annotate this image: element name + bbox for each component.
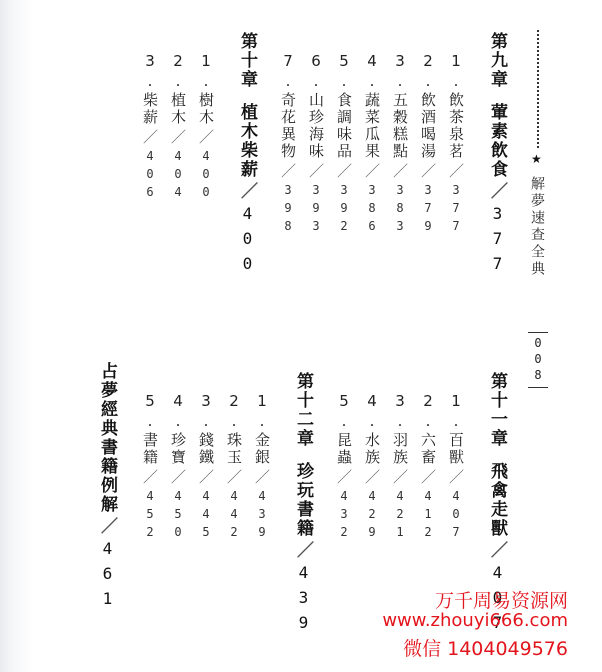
entry-label: 6.山珍海味	[307, 52, 325, 160]
page-number: 404	[171, 149, 185, 203]
toc-entry	[142, 392, 157, 543]
watermark-line-3: 微信 1404049576	[403, 638, 568, 660]
page-number: 461	[98, 539, 117, 614]
page-separator: ／	[169, 469, 187, 486]
toc-chapter-heading	[98, 362, 115, 614]
entry-label: 2.六畜	[419, 392, 437, 466]
page-separator: ／	[363, 163, 381, 180]
page-number: 442	[227, 489, 241, 543]
toc-entry	[280, 52, 295, 237]
chapter-title: 葷素飲食	[487, 103, 507, 179]
entry-label: 7.奇花異物	[279, 52, 297, 160]
page-separator: ／	[141, 469, 159, 486]
chapter-label: 第十二章	[293, 372, 313, 448]
entry-label: 1.樹木	[197, 52, 215, 126]
page-number: 412	[421, 489, 435, 543]
toc-entry	[420, 392, 435, 543]
page-separator: ／	[335, 469, 353, 486]
chapter-label: 第十章	[237, 32, 257, 89]
entry-label: 2.珠玉	[225, 392, 243, 466]
entry-label: 4.珍寶	[169, 392, 187, 466]
entry-label: 5.書籍	[141, 392, 159, 466]
page-separator: ／	[307, 163, 325, 180]
entry-label: 3.羽族	[391, 392, 409, 466]
toc-entry	[254, 392, 269, 543]
page-separator: ／	[237, 182, 257, 201]
page-folio	[527, 332, 549, 388]
chapter-title: 珍玩書籍	[293, 462, 313, 538]
page-number: 400	[238, 204, 257, 279]
folio-rule-bottom	[528, 387, 548, 388]
page-number: 386	[365, 183, 379, 237]
entry-label: 1.百獸	[447, 392, 465, 466]
toc-chapter-heading	[294, 372, 311, 638]
chapter-label: 第十一章	[487, 372, 507, 448]
entry-label: 4.水族	[363, 392, 381, 466]
page-number: 439	[255, 489, 269, 543]
toc-entry	[392, 392, 407, 543]
page-number: 383	[393, 183, 407, 237]
page-separator: ／	[487, 182, 507, 201]
page-number: 398	[281, 183, 295, 237]
entry-label: 3.柴薪	[141, 52, 159, 126]
entry-label: 1.飲茶泉茗	[447, 52, 465, 160]
page-number: 407	[488, 563, 507, 638]
entry-label: 1.金銀	[253, 392, 271, 466]
page-number: 406	[143, 149, 157, 203]
entry-label: 2.飲酒喝湯	[419, 52, 437, 160]
page-separator: ／	[97, 517, 117, 536]
entry-label: 5.食調味品	[335, 52, 353, 160]
page-separator: ／	[391, 469, 409, 486]
page-number: 439	[294, 563, 313, 638]
header-star-icon: ★	[531, 152, 542, 166]
chapter-label: 占夢經典書籍例解	[97, 362, 117, 514]
entry-label: 4.蔬菜瓜果	[363, 52, 381, 160]
toc-entry	[364, 52, 379, 237]
toc-chapter-heading	[238, 32, 255, 279]
toc-entry	[308, 52, 323, 237]
entry-label: 5.昆蟲	[335, 392, 353, 466]
page-number: 432	[337, 489, 351, 543]
page-separator: ／	[419, 163, 437, 180]
toc-entry	[198, 52, 213, 203]
page-separator: ／	[447, 163, 465, 180]
chapter-title: 植木柴薪	[237, 103, 257, 179]
toc-entry	[420, 52, 435, 237]
page-number: 445	[199, 489, 213, 543]
toc-entry	[364, 392, 379, 543]
entry-label: 3.五穀糕點	[391, 52, 409, 160]
page-separator: ／	[447, 469, 465, 486]
page-separator: ／	[419, 469, 437, 486]
page-separator: ／	[363, 469, 381, 486]
page-number: 450	[171, 489, 185, 543]
toc-entry	[448, 392, 463, 543]
toc-entry	[448, 52, 463, 237]
toc-entry	[170, 52, 185, 203]
page-separator: ／	[391, 163, 409, 180]
toc-chapter-heading	[488, 32, 505, 279]
toc-entry	[336, 52, 351, 237]
page-separator: ／	[141, 129, 159, 146]
page-separator: ／	[335, 163, 353, 180]
page-number: 393	[309, 183, 323, 237]
page-separator: ／	[279, 163, 297, 180]
page-separator: ／	[225, 469, 243, 486]
toc-entry	[336, 392, 351, 543]
toc-entry	[142, 52, 157, 203]
folio-page-number: 008	[531, 336, 545, 384]
page-separator: ／	[487, 541, 507, 560]
page-separator: ／	[197, 129, 215, 146]
toc-entry	[226, 392, 241, 543]
toc-entry	[170, 392, 185, 543]
page-number: 392	[337, 183, 351, 237]
watermark-line-1: 万千周易资源网	[434, 590, 568, 612]
running-header-title: 解夢速查全典	[529, 176, 545, 278]
entry-label: 2.植木	[169, 52, 187, 126]
page-separator: ／	[293, 541, 313, 560]
chapter-title: 飛禽走獸	[487, 462, 507, 538]
folio-rule-top	[528, 332, 548, 333]
chapter-label: 第九章	[487, 32, 507, 89]
page-number: 379	[421, 183, 435, 237]
page-separator: ／	[169, 129, 187, 146]
page-number: 377	[488, 204, 507, 279]
toc-entry	[392, 52, 407, 237]
page-separator: ／	[253, 469, 271, 486]
page-number: 377	[449, 183, 463, 237]
header-dotted-rule	[537, 30, 539, 148]
page-number: 429	[365, 489, 379, 543]
watermark-line-2: www.zhouyi666.com	[382, 610, 568, 631]
page-number: 421	[393, 489, 407, 543]
entry-label: 3.錢鐵	[197, 392, 215, 466]
page-separator: ／	[197, 469, 215, 486]
page-number: 407	[449, 489, 463, 543]
toc-entry	[198, 392, 213, 543]
page-number: 400	[199, 149, 213, 203]
page-number: 452	[143, 489, 157, 543]
